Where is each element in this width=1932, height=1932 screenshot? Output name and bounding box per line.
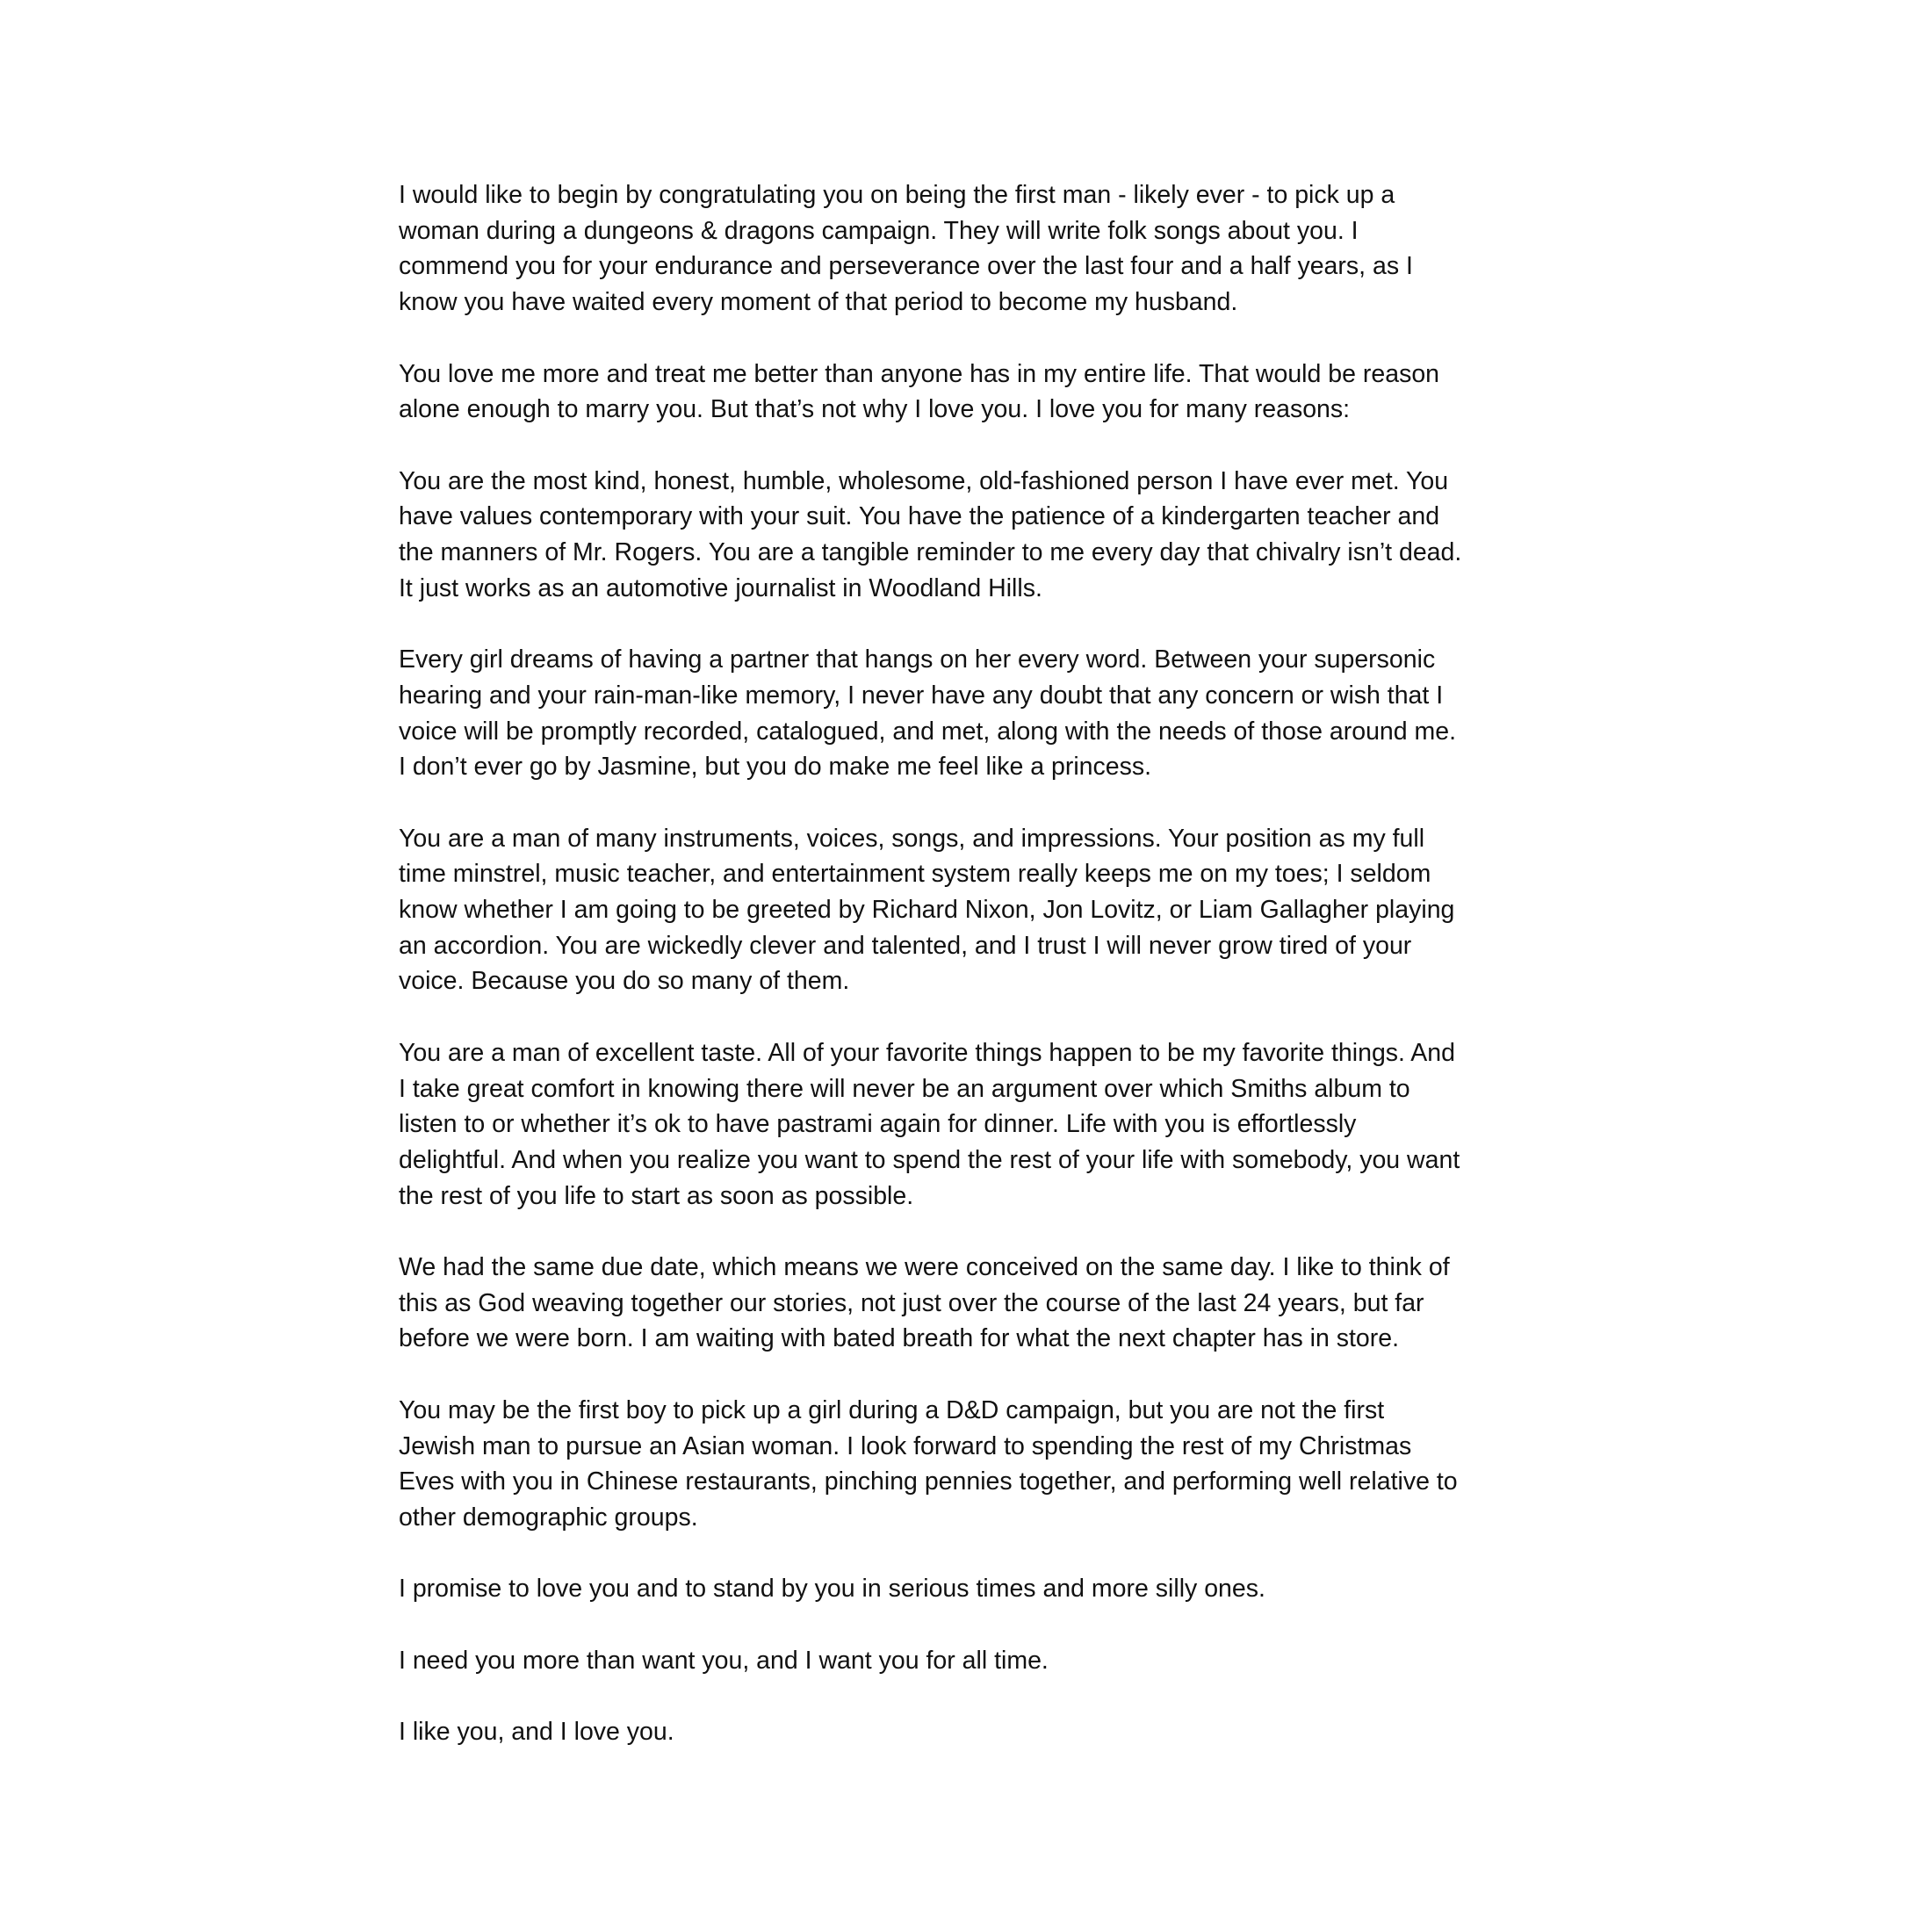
paragraph-5 [399, 821, 1558, 1000]
paragraph-11 [399, 1714, 1558, 1750]
paragraph-line: the rest of you life to start as soon as possible. [399, 1181, 914, 1210]
paragraph-line: before we were born. I am waiting with bated breath for what the next chapter has in store. [399, 1324, 1400, 1353]
paragraph-line: I promise to love you and to stand by you in serious times and more silly ones. [399, 1575, 1265, 1604]
paragraph-line: You are a man of excellent taste. All of your favorite things happen to be my favorite things. And [399, 1038, 1456, 1067]
paragraph-6 [399, 1035, 1558, 1215]
paragraph-line: the manners of Mr. Rogers. You are a tangible reminder to me every day that chivalry isn’t dead. [399, 538, 1462, 566]
paragraph-line: know you have waited every moment of that period to become my husband. [399, 288, 1238, 317]
paragraph-line: Jewish man to pursue an Asian woman. I look forward to spending the rest of my Christmas [399, 1431, 1412, 1460]
paragraph-line: commend you for your endurance and perseverance over the last four and a half years, as I [399, 252, 1413, 281]
paragraph-line: alone enough to marry you. But that’s not why I love you. I love you for many reasons: [399, 395, 1351, 424]
paragraph-line: You may be the first boy to pick up a girl during a D&D campaign, but you are not the first [399, 1395, 1385, 1424]
paragraph-line: voice. Because you do so many of them. [399, 967, 850, 996]
paragraph-line: You are the most kind, honest, humble, wholesome, old-fashioned person I have ever met. You [399, 466, 1449, 495]
paragraph-line: Every girl dreams of having a partner that hangs on her every word. Between your supersonic [399, 645, 1436, 674]
paragraph-line: I like you, and I love you. [399, 1718, 674, 1747]
paragraph-line: listen to or whether it’s ok to have pastrami again for dinner. Life with you is effortlessly [399, 1110, 1357, 1139]
paragraph-line: I need you more than want you, and I want you for all time. [399, 1646, 1049, 1675]
paragraph-4 [399, 642, 1558, 785]
paragraph-9 [399, 1571, 1558, 1607]
paragraph-2 [399, 357, 1558, 428]
paragraph-line: delightful. And when you realize you want to spend the rest of your life with somebody, you want [399, 1145, 1460, 1174]
paragraph-line: woman during a dungeons & dragons campaign. They will write folk songs about you. I [399, 216, 1359, 245]
paragraph-8 [399, 1393, 1558, 1536]
paragraph-line: hearing and your rain-man-like memory, I never have any doubt that any concern or wish that I [399, 681, 1444, 710]
paragraph-line: We had the same due date, which means we were conceived on the same day. I like to think of [399, 1253, 1450, 1281]
paragraph-line: You are a man of many instruments, voices, songs, and impressions. Your position as my full [399, 824, 1425, 853]
paragraph-line: have values contemporary with your suit. You have the patience of a kindergarten teacher and [399, 502, 1440, 531]
document-body [399, 177, 1558, 1750]
paragraph-line: You love me more and treat me better than anyone has in my entire life. That would be reason [399, 359, 1440, 388]
paragraph-1 [399, 177, 1558, 321]
paragraph-line: I take great comfort in knowing there will never be an argument over which Smiths album to [399, 1074, 1410, 1103]
paragraph-line: know whether I am going to be greeted by Richard Nixon, Jon Lovitz, or Liam Gallagher playing [399, 896, 1455, 924]
paragraph-line: Eves with you in Chinese restaurants, pinching pennies together, and performing well relative to [399, 1467, 1458, 1496]
paragraph-line: I don’t ever go by Jasmine, but you do make me feel like a princess. [399, 753, 1152, 782]
paragraph-line: time minstrel, music teacher, and entertainment system really keeps me on my toes; I seldom [399, 860, 1431, 889]
paragraph-7 [399, 1250, 1558, 1357]
paragraph-line: an accordion. You are wickedly clever and talented, and I trust I will never grow tired of your [399, 931, 1412, 960]
paragraph-line: It just works as an automotive journalist in Woodland Hills. [399, 573, 1042, 602]
paragraph-line: other demographic groups. [399, 1503, 698, 1532]
paragraph-line: this as God weaving together our stories, not just over the course of the last 24 years, but far [399, 1288, 1424, 1317]
paragraph-line: I would like to begin by congratulating you on being the first man - likely ever - to pick up a [399, 181, 1395, 209]
paragraph-10 [399, 1643, 1558, 1679]
paragraph-line: voice will be promptly recorded, catalogued, and met, along with the needs of those around me. [399, 717, 1457, 746]
paragraph-3 [399, 464, 1558, 607]
